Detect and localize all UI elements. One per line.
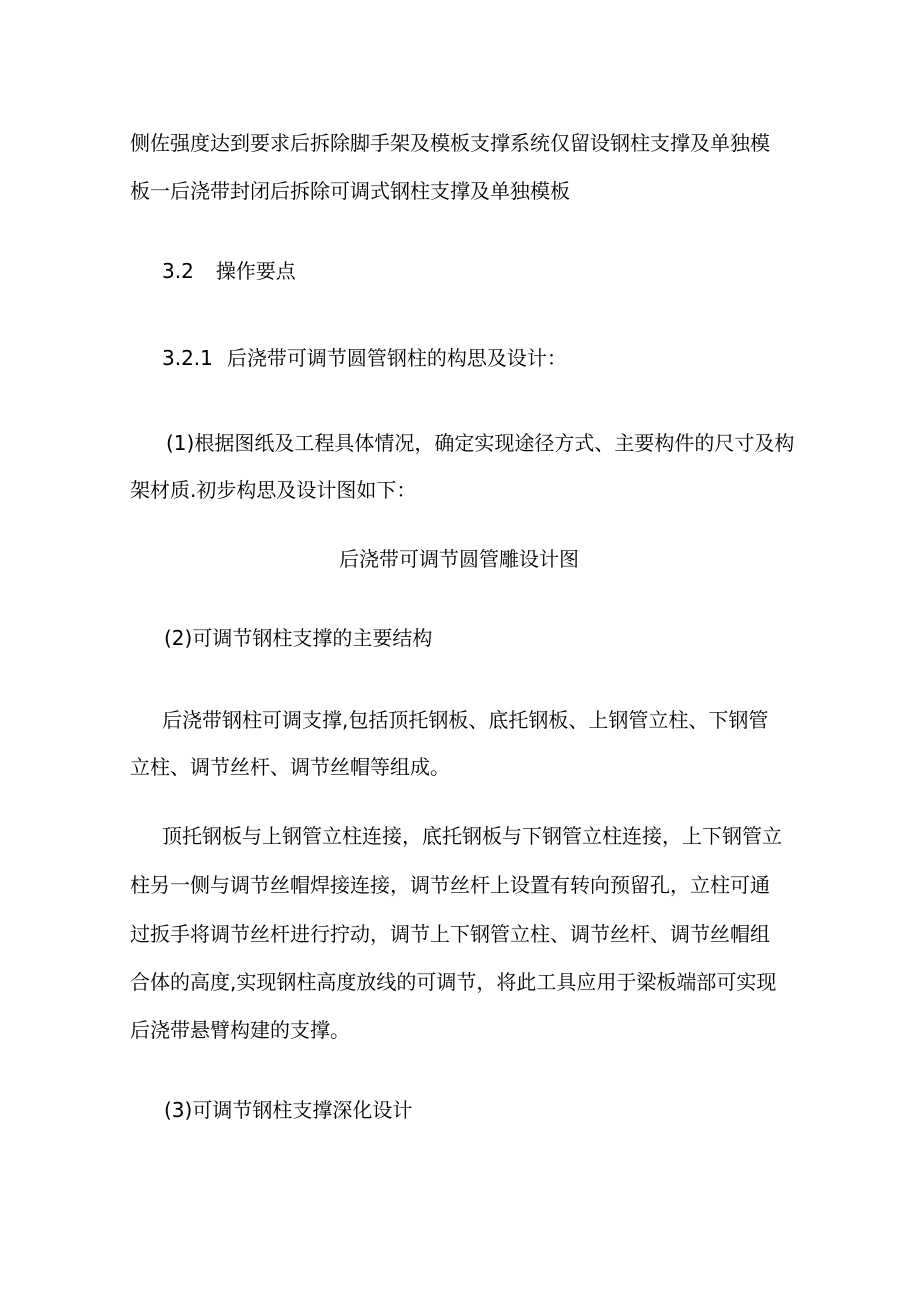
item-1-line-1: (1)根据图纸及工程具体情况，确定实现途径方式、主要构件的尺寸及构 xyxy=(166,431,795,455)
connection-line-2: 柱另一侧与调节丝帽焊接连接，调节丝杆上设置有转向预留孔，立柱可通 xyxy=(130,873,770,897)
section-number: 3.2.1 xyxy=(162,346,213,370)
connection-line-4: 合体的高度,实现钢柱高度放线的可调节，将此工具应用于梁板端部可实现 xyxy=(130,970,777,994)
figure-caption: 后浇带可调节圆管雕设计图 xyxy=(339,547,579,571)
section-3-2-1-heading xyxy=(162,344,567,372)
section-title: 操作要点 xyxy=(215,259,296,283)
item-1-line-2: 架材质.初步构思及设计图如下： xyxy=(130,478,417,502)
intro-line-2: 板一后浇带封闭后拆除可调式钢柱支撑及单独模板 xyxy=(130,179,570,203)
section-number: 3.2 xyxy=(162,259,194,283)
item-2-heading: (2)可调节钢柱支撑的主要结构 xyxy=(164,626,433,650)
section-title: 后浇带可调节圆管钢柱的构思及设计： xyxy=(226,346,567,370)
connection-line-3: 过扳手将调节丝杆进行拧动，调节上下钢管立柱、调节丝杆、调节丝帽组 xyxy=(130,922,770,946)
structure-line-2: 立柱、调节丝杆、调节丝帽等组成。 xyxy=(130,755,450,779)
connection-line-5: 后浇带悬臂构建的支撑。 xyxy=(130,1018,350,1042)
section-3-2-heading xyxy=(162,257,296,285)
structure-line-1: 后浇带钢柱可调支撑,包括顶托钢板、底托钢板、上钢管立柱、下钢管 xyxy=(162,708,769,732)
item-3-heading: (3)可调节钢柱支撑深化设计 xyxy=(164,1098,413,1122)
connection-line-1: 顶托钢板与上钢管立柱连接，底托钢板与下钢管立柱连接，上下钢管立 xyxy=(162,824,782,848)
intro-line-1: 侧佐强度达到要求后拆除脚手架及模板支撑系统仅留设钢柱支撑及单独模 xyxy=(130,131,770,155)
